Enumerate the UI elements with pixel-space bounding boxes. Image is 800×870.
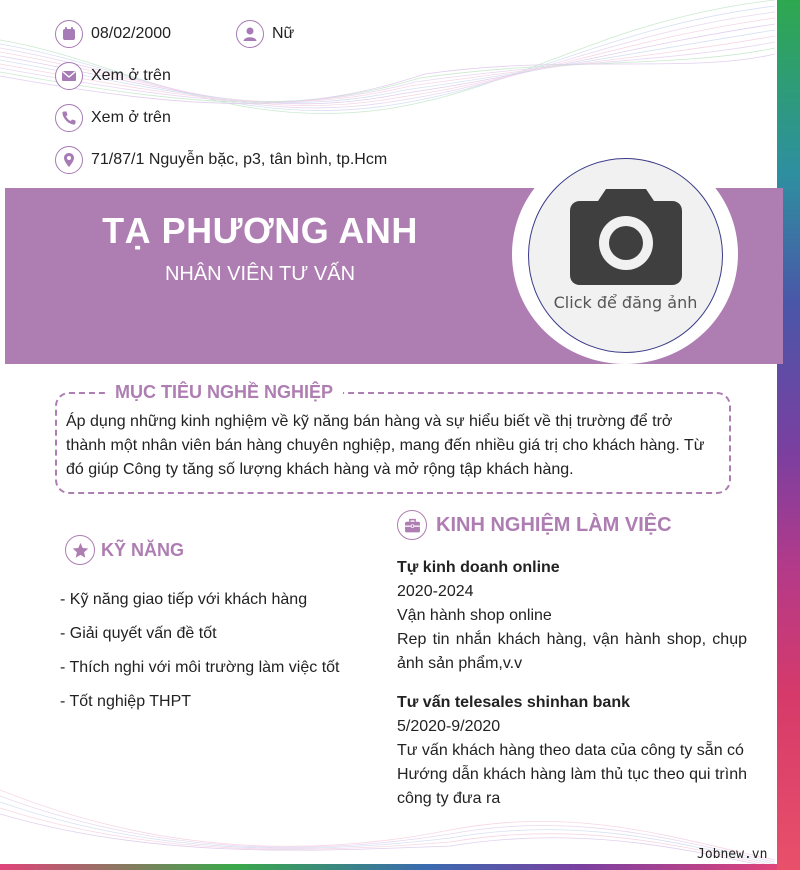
skills-heading <box>65 535 184 565</box>
job-line: Vận hành shop online <box>397 607 552 624</box>
job-title: Tự kinh doanh online <box>397 559 560 576</box>
phone-icon <box>55 104 83 132</box>
job-period: 5/2020-9/2020 <box>397 718 501 735</box>
star-icon <box>65 535 95 565</box>
contact-gender <box>236 20 294 48</box>
photo-upload-label: Click để đăng ảnh <box>553 293 698 312</box>
brand-watermark: Jobnew.vn <box>697 847 768 862</box>
briefcase-icon <box>397 510 427 540</box>
objective-title: MỤC TIÊU NGHỀ NGHIỆP <box>105 382 343 403</box>
side-color-strip <box>777 0 800 870</box>
gender-text: Nữ <box>272 25 295 42</box>
bottom-color-strip <box>0 864 777 870</box>
skills-list <box>60 588 350 724</box>
candidate-name: TẠ PHƯƠNG ANH <box>102 210 418 251</box>
job-period: 2020-2024 <box>397 583 474 600</box>
location-icon <box>55 146 83 174</box>
job-entry <box>397 556 747 676</box>
camera-icon <box>568 187 684 287</box>
experience-title: KINH NGHIỆM LÀM VIỆC <box>436 513 672 536</box>
experience-heading <box>397 510 672 540</box>
photo-upload[interactable] <box>528 158 723 353</box>
contact-dob <box>55 20 171 48</box>
calendar-icon <box>55 20 83 48</box>
skill-item: - Thích nghi với môi trường làm việc tốt <box>60 659 340 676</box>
person-icon <box>236 20 264 48</box>
skill-item: - Kỹ năng giao tiếp với khách hàng <box>60 591 308 608</box>
job-line: Tư vấn khách hàng theo data của công ty sẵn có <box>397 742 744 759</box>
email-icon <box>55 62 83 90</box>
address-text: 71/87/1 Nguyễn bặc, p3, tân bình, tp.Hcm <box>91 151 388 168</box>
skill-item: - Tốt nghiệp THPT <box>60 693 192 710</box>
objective-text: Áp dụng những kinh nghiệm về kỹ năng bán hàng và sự hiểu biết về thị trường để trở thành một nhân viên bán hàng chuyên nghiệp, mang đến nhiều giá trị cho khách hàng. Từ đó giúp Công ty tăng số lượng khách hàng và mở rộng tập khách hàng. <box>66 413 705 478</box>
job-title: Tư vấn telesales shinhan bank <box>397 694 630 711</box>
job-entry <box>397 691 747 811</box>
contact-address <box>55 146 387 174</box>
job-line: Rep tin nhắn khách hàng, vận hành shop, chụp ảnh sản phẩm,v.v <box>397 631 747 672</box>
skill-item: - Giải quyết vấn đề tốt <box>60 625 217 642</box>
job-line: Hướng dẫn khách hàng làm thủ tục theo qui trình công ty đưa ra <box>397 766 747 807</box>
contact-email <box>55 62 171 90</box>
phone-text: Xem ở trên <box>91 109 171 126</box>
dob-text: 08/02/2000 <box>91 25 172 42</box>
email-text: Xem ở trên <box>91 67 171 84</box>
experience-list <box>397 556 747 826</box>
candidate-role: NHÂN VIÊN TƯ VẤN <box>164 263 356 285</box>
skills-title: KỸ NĂNG <box>101 539 185 560</box>
contact-phone <box>55 104 171 132</box>
